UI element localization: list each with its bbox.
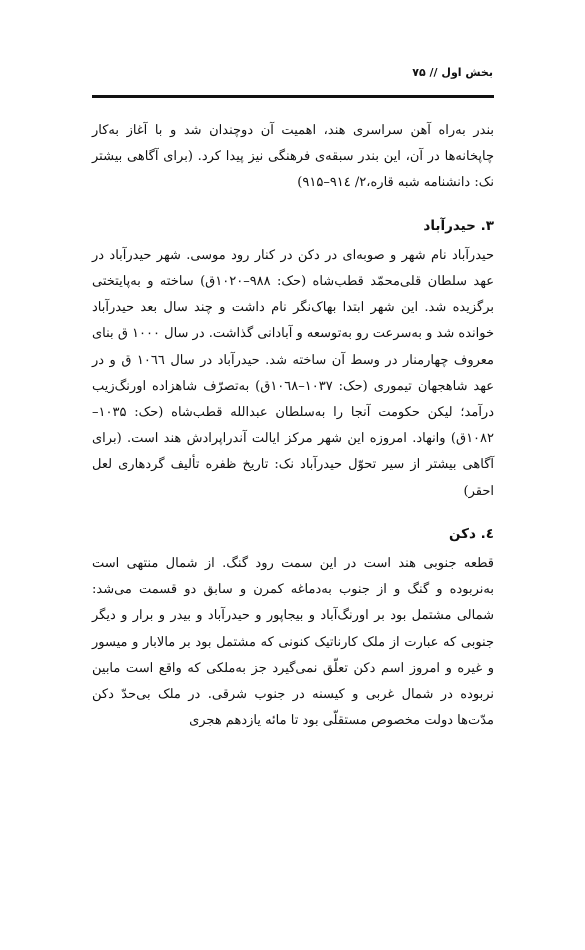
section-heading-deccan: ٤. دکن <box>448 525 494 542</box>
running-head: بخش اول // ۷۵ <box>412 66 493 79</box>
section-paragraph-deccan: قطعه جنوبی هند است در این سمت رود گنگ. از شمال منتهی است به‌نربوده و گنگ و از جنوب به‌دماغه کمرن و سابق دو قسمت می‌شد: شمالی مشتمل بود بر اورنگ‌آباد و بیجاپور و حیدرآباد و بیدر و برار و دیگر جنوبی که عبارت از ملک کارناتیک کنونی که مشتمل بود بر مالابار و میسور و غیره و امروز اسم دکن تعلّق نمی‌گیرد جز به‌ملکی که واقع است مابین نربوده در شمال غربی و کیسنه در جنوب شرقی. در ملک بی‌حدّ دکن مدّت‌ها دولت مخصوص مستقلّی بود تا مائه یازدهم هجری <box>92 556 494 729</box>
section-paragraph-hyderabad: حیدرآباد نام شهر و صوبه‌ای در دکن در کنار رود موسی. شهر حیدرآباد در عهد سلطان قلی‌محمّد قطب‌شاه (حک: ۹۸۸–۱۰۲۰ق) ساخته و به‌پایتختی برگزیده شد. این شهر ابتدا بهاک‌نگر نام داشت و چند سال بعد حیدرآباد خوانده شد و به‌سرعت رو به‌توسعه و آبادانی گذاشت. در سال ۱۰۰۰ ق بنای معروف چهارمنار در وسط آن ساخته شد. حیدرآباد در سال ۱۰٦٦ ق و در عهد شاهجهان تیموری (حک: ۱۰۳۷–۱۰٦۸ق) به‌تصرّف شاهزاده اورنگ‌زیب درآمد؛ لیکن حکومت آنجا را به‌سلطان عبدالله قطب‌شاه (حک: ۱۰۳۵–۱۰۸۲ق) وانهاد. امروزه این شهر مرکز ایالت آندراپرادش هند است. (برای آگاهی بیشتر از سیر تحوّل حیدرآباد نک: تاریخ ظفره تألیف گردهاری لعل احقر) <box>92 247 494 499</box>
page-body <box>92 118 494 734</box>
section-heading-hyderabad: ۳. حیدرآباد <box>423 217 494 234</box>
intro-paragraph: بندر به‌راه آهن سراسری هند، اهمیت آن دوچندان شد و با آغاز به‌کار چاپخانه‌ها در آن، این بندر سبقه‌ی فرهنگی نیز پیدا کرد. (برای آگاهی بیشتر نک: دانشنامه شبه قاره،۲/ ۹۱٤–۹۱۵) <box>92 123 494 191</box>
header-rule <box>92 95 494 98</box>
